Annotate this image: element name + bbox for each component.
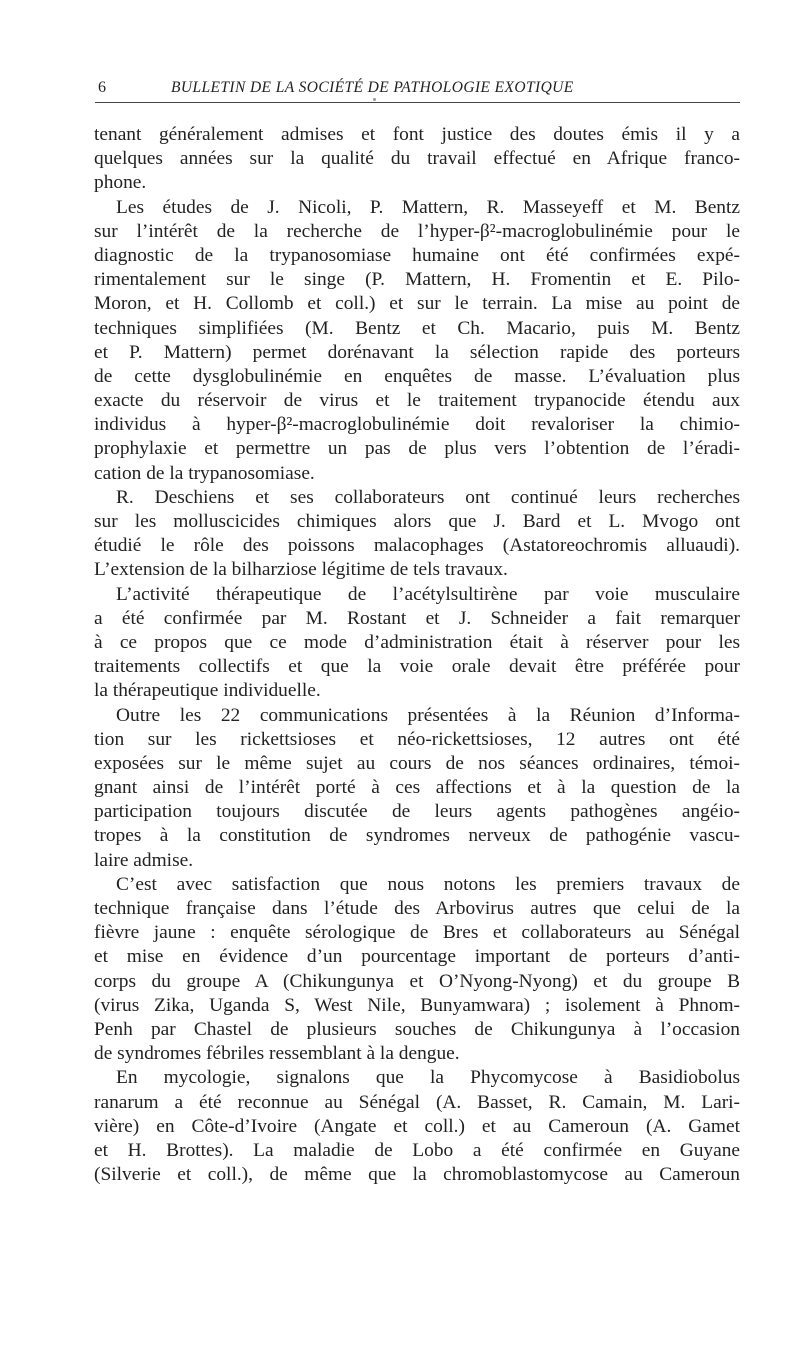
- body-text: [94, 123, 740, 1187]
- text-line: exacte du réservoir de virus et le traitement trypanocide étendu aux: [94, 390, 740, 412]
- text-line: individus à hyper-β²-macroglobulinémie doit revaloriser la chimio-: [94, 414, 740, 436]
- text-line: la thérapeutique individuelle.: [94, 680, 321, 702]
- text-line: de syndromes fébriles ressemblant à la dengue.: [94, 1043, 460, 1065]
- text-line: Outre les 22 communications présentées à la Réunion d’Informa-: [116, 704, 740, 726]
- text-line: à ce propos que ce mode d’administration était à réserver pour les: [94, 631, 740, 653]
- text-line: techniques simplifiées (M. Bentz et Ch. Macario, puis M. Bentz: [94, 317, 740, 339]
- header-dot: [373, 98, 376, 101]
- text-line: En mycologie, signalons que la Phycomycose à Basidiobolus: [116, 1067, 740, 1089]
- text-line: R. Deschiens et ses collaborateurs ont continué leurs recherches: [116, 486, 740, 508]
- text-line: rimentalement sur le singe (P. Mattern, H. Fromentin et E. Pilo-: [94, 269, 740, 291]
- text-line: tenant généralement admises et font justice des doutes émis il y a: [94, 124, 740, 145]
- text-line: gnant ainsi de l’intérêt porté à ces affections et à la question de la: [94, 777, 740, 799]
- text-line: phone.: [94, 172, 147, 194]
- text-line: fièvre jaune : enquête sérologique de Bres et collaborateurs au Sénégal: [94, 922, 740, 944]
- text-line: tropes à la constitution de syndromes nerveux de pathogénie vascu-: [94, 825, 740, 847]
- text-line: technique française dans l’étude des Arbovirus autres que celui de la: [94, 898, 740, 919]
- text-line: de cette dysglobulinémie en enquêtes de masse. L’évaluation plus: [94, 365, 740, 387]
- text-line: exposées sur le même sujet au cours de nos séances ordinaires, témoi-: [94, 752, 740, 774]
- text-line: corps du groupe A (Chikungunya et O’Nyong-Nyong) et du groupe B: [94, 970, 740, 992]
- text-line: diagnostic de la trypanosomiase humaine ont été confirmées expé-: [94, 244, 740, 266]
- text-line: sur l’intérêt de la recherche de l’hyper-β²-macroglobulinémie pour le: [94, 220, 740, 242]
- text-line: prophylaxie et permettre un pas de plus vers l’obtention de l’éradi-: [94, 438, 740, 460]
- text-line: L’extension de la bilharziose légitime de tels travaux.: [94, 559, 508, 581]
- text-line: sur les molluscicides chimiques alors que J. Bard et L. Mvogo ont: [94, 511, 740, 532]
- text-line: étudié le rôle des poissons malacophages (Astatoreochromis alluaudi).: [94, 535, 740, 557]
- text-line: a été confirmée par M. Rostant et J. Schneider a fait remarquer: [94, 607, 740, 629]
- text-line: ranarum a été reconnue au Sénégal (A. Basset, R. Camain, M. Lari-: [94, 1091, 740, 1113]
- text-line: et mise en évidence d’un pourcentage important de porteurs d’anti-: [94, 946, 740, 968]
- text-line: L’activité thérapeutique de l’acétylsultirène par voie musculaire: [116, 583, 740, 605]
- text-line: laire admise.: [94, 849, 194, 871]
- text-line: et P. Mattern) permet dorénavant la sélection rapide des porteurs: [94, 341, 740, 363]
- text-line: vière) en Côte-d’Ivoire (Angate et coll.) et au Cameroun (A. Gamet: [94, 1115, 740, 1137]
- text-line: Les études de J. Nicoli, P. Mattern, R. Masseyeff et M. Bentz: [116, 196, 740, 218]
- text-line: tion sur les rickettsioses et néo-rickettsioses, 12 autres ont été: [94, 728, 740, 750]
- page-number: 6: [98, 79, 106, 96]
- text-line: cation de la trypanosomiase.: [94, 462, 315, 484]
- text-line: Penh par Chastel de plusieurs souches de Chikungunya à l’occasion: [94, 1018, 740, 1040]
- text-line: traitements collectifs et que la voie orale devait être préférée pour: [94, 656, 740, 678]
- running-header: [95, 76, 740, 103]
- running-title: BULLETIN DE LA SOCIÉTÉ DE PATHOLOGIE EXOTIQUE: [171, 79, 574, 96]
- text-line: (Silverie et coll.), de même que la chromoblastomycose au Cameroun: [94, 1164, 740, 1186]
- text-line: C’est avec satisfaction que nous notons les premiers travaux de: [116, 873, 740, 895]
- text-line: (virus Zika, Uganda S, West Nile, Bunyamwara) ; isolement à Phnom-: [94, 994, 740, 1016]
- text-line: Moron, et H. Collomb et coll.) et sur le terrain. La mise au point de: [94, 293, 740, 315]
- text-line: quelques années sur la qualité du travail effectué en Afrique franco-: [94, 148, 740, 170]
- text-line: et H. Brottes). La maladie de Lobo a été confirmée en Guyane: [94, 1139, 740, 1161]
- text-line: participation toujours discutée de leurs agents pathogènes angéio-: [94, 801, 740, 823]
